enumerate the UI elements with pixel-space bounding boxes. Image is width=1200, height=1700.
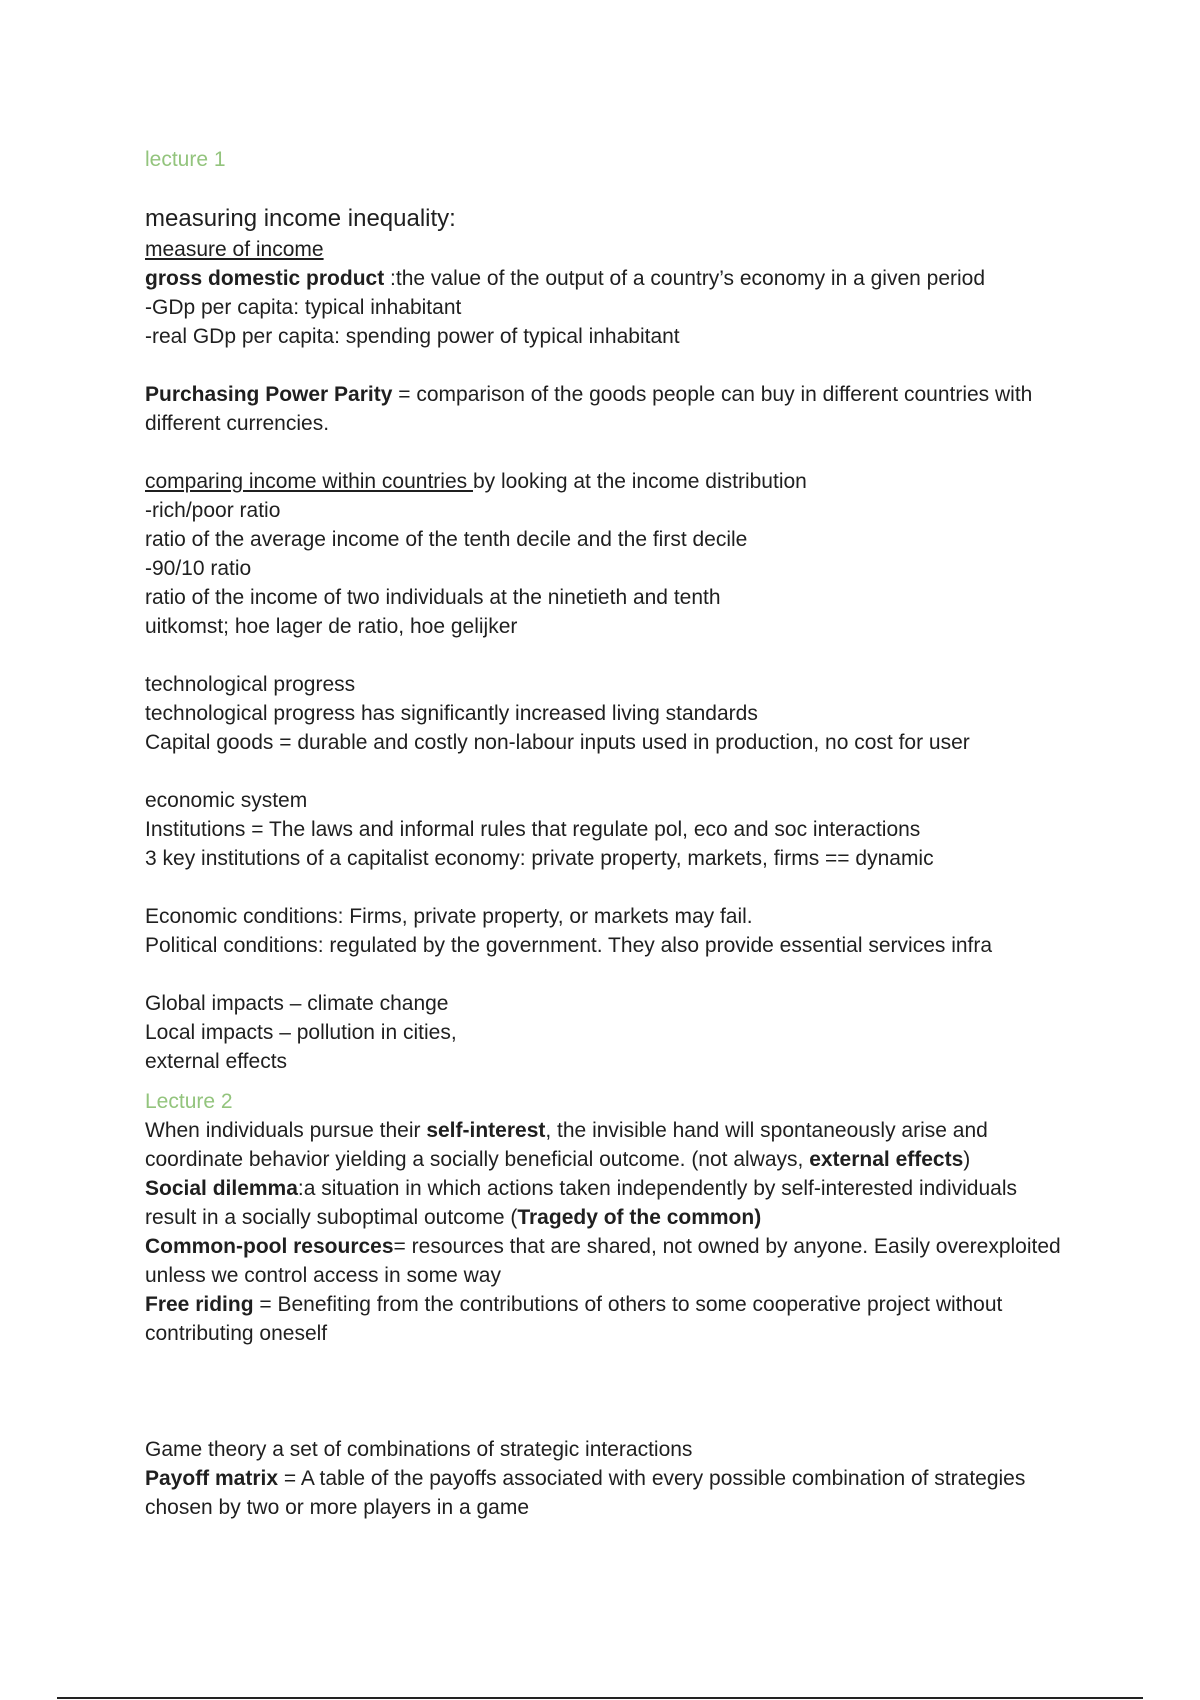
social-dilemma-definition (145, 1174, 1065, 1232)
document-body (145, 145, 1065, 1522)
free-riding-def-text: = Benefiting from the contributions of others to some cooperative project without contributing oneself (145, 1293, 1003, 1345)
technological-progress-title: technological progress (145, 673, 356, 696)
common-pool-resources-term: Common-pool resources (145, 1235, 394, 1258)
institutions-definition: Institutions = The laws and informal rules that regulate pol, eco and soc interactions (145, 818, 921, 841)
ratio-90-10: -90/10 ratio (145, 557, 252, 580)
rich-poor-ratio-def: ratio of the average income of the tenth decile and the first decile (145, 528, 748, 551)
free-riding-term: Free riding (145, 1293, 254, 1316)
ratio-90-10-def: ratio of the income of two individuals at the ninetieth and tenth (145, 586, 721, 609)
gdp-definition (145, 264, 1065, 293)
capital-goods-definition: Capital goods = durable and costly non-labour inputs used in production, no cost for user (145, 731, 970, 754)
p1-text-c: ) (963, 1148, 971, 1171)
social-dilemma-term: Social dilemma (145, 1177, 298, 1200)
free-riding-definition (145, 1290, 1065, 1348)
gdp-per-capita: -GDp per capita: typical inhabitant (145, 296, 462, 319)
rich-poor-ratio: -rich/poor ratio (145, 499, 281, 522)
comparing-income-underlined: comparing income within countries (145, 470, 473, 493)
tragedy-of-common-term: Tragedy of the common) (517, 1206, 762, 1229)
measuring-income-inequality-title: measuring income inequality: (145, 205, 456, 232)
gdp-term: gross domestic product (145, 267, 385, 290)
external-effects-term: external effects (809, 1148, 964, 1171)
political-conditions-line: Political conditions: regulated by the government. They also provide essential services infra (145, 934, 993, 957)
lecture-1-heading: lecture 1 (145, 148, 226, 171)
key-institutions-line: 3 key institutions of a capitalist economy: private property, markets, firms == dynamic (145, 847, 934, 870)
common-pool-resources-definition (145, 1232, 1065, 1290)
payoff-matrix-term: Payoff matrix (145, 1467, 279, 1490)
self-interest-paragraph (145, 1116, 1065, 1174)
technological-progress-line: technological progress has significantly increased living standards (145, 702, 758, 725)
economic-conditions-line: Economic conditions: Firms, private property, or markets may fail. (145, 905, 753, 928)
p1-text-a: When individuals pursue their (145, 1119, 427, 1142)
common-pool-resources-def-text: = resources that are shared, not owned by anyone. Easily overexploited unless we control access in some way (145, 1235, 1061, 1287)
self-interest-term: self-interest (426, 1119, 546, 1142)
ppp-def-text: = comparison of the goods people can buy in different countries with different currencies. (145, 383, 1033, 435)
global-impacts-line: Global impacts – climate change (145, 992, 449, 1015)
comparing-income-rest: by looking at the income distribution (472, 470, 807, 493)
measure-of-income-subheading: measure of income (145, 238, 324, 261)
external-effects-line: external effects (145, 1050, 288, 1073)
real-gdp-per-capita: -real GDp per capita: spending power of typical inhabitant (145, 325, 680, 348)
payoff-matrix-definition (145, 1464, 1065, 1522)
gdp-def-text: :the value of the output of a country’s economy in a given period (384, 267, 986, 290)
ppp-term: Purchasing Power Parity (145, 383, 393, 406)
ppp-definition (145, 380, 1065, 438)
economic-system-title: economic system (145, 789, 308, 812)
page-bottom-rule (57, 1697, 1143, 1699)
uitkomst-line: uitkomst; hoe lager de ratio, hoe gelijker (145, 615, 518, 638)
local-impacts-line: Local impacts – pollution in cities, (145, 1021, 457, 1044)
lecture-2-heading: Lecture 2 (145, 1090, 233, 1113)
social-dilemma-def-text: :a situation in which actions taken independently by self-interested individuals result in a socially suboptimal outcome ( (145, 1177, 1018, 1229)
payoff-matrix-def-text: = A table of the payoffs associated with every possible combination of strategies chosen by two or more players in a game (145, 1467, 1026, 1519)
p1-text-b: , the invisible hand will spontaneously arise and coordinate behavior yielding a socially beneficial outcome. (not always, (145, 1119, 988, 1171)
game-theory-line: Game theory a set of combinations of strategic interactions (145, 1438, 693, 1461)
comparing-income-line (145, 467, 1065, 496)
